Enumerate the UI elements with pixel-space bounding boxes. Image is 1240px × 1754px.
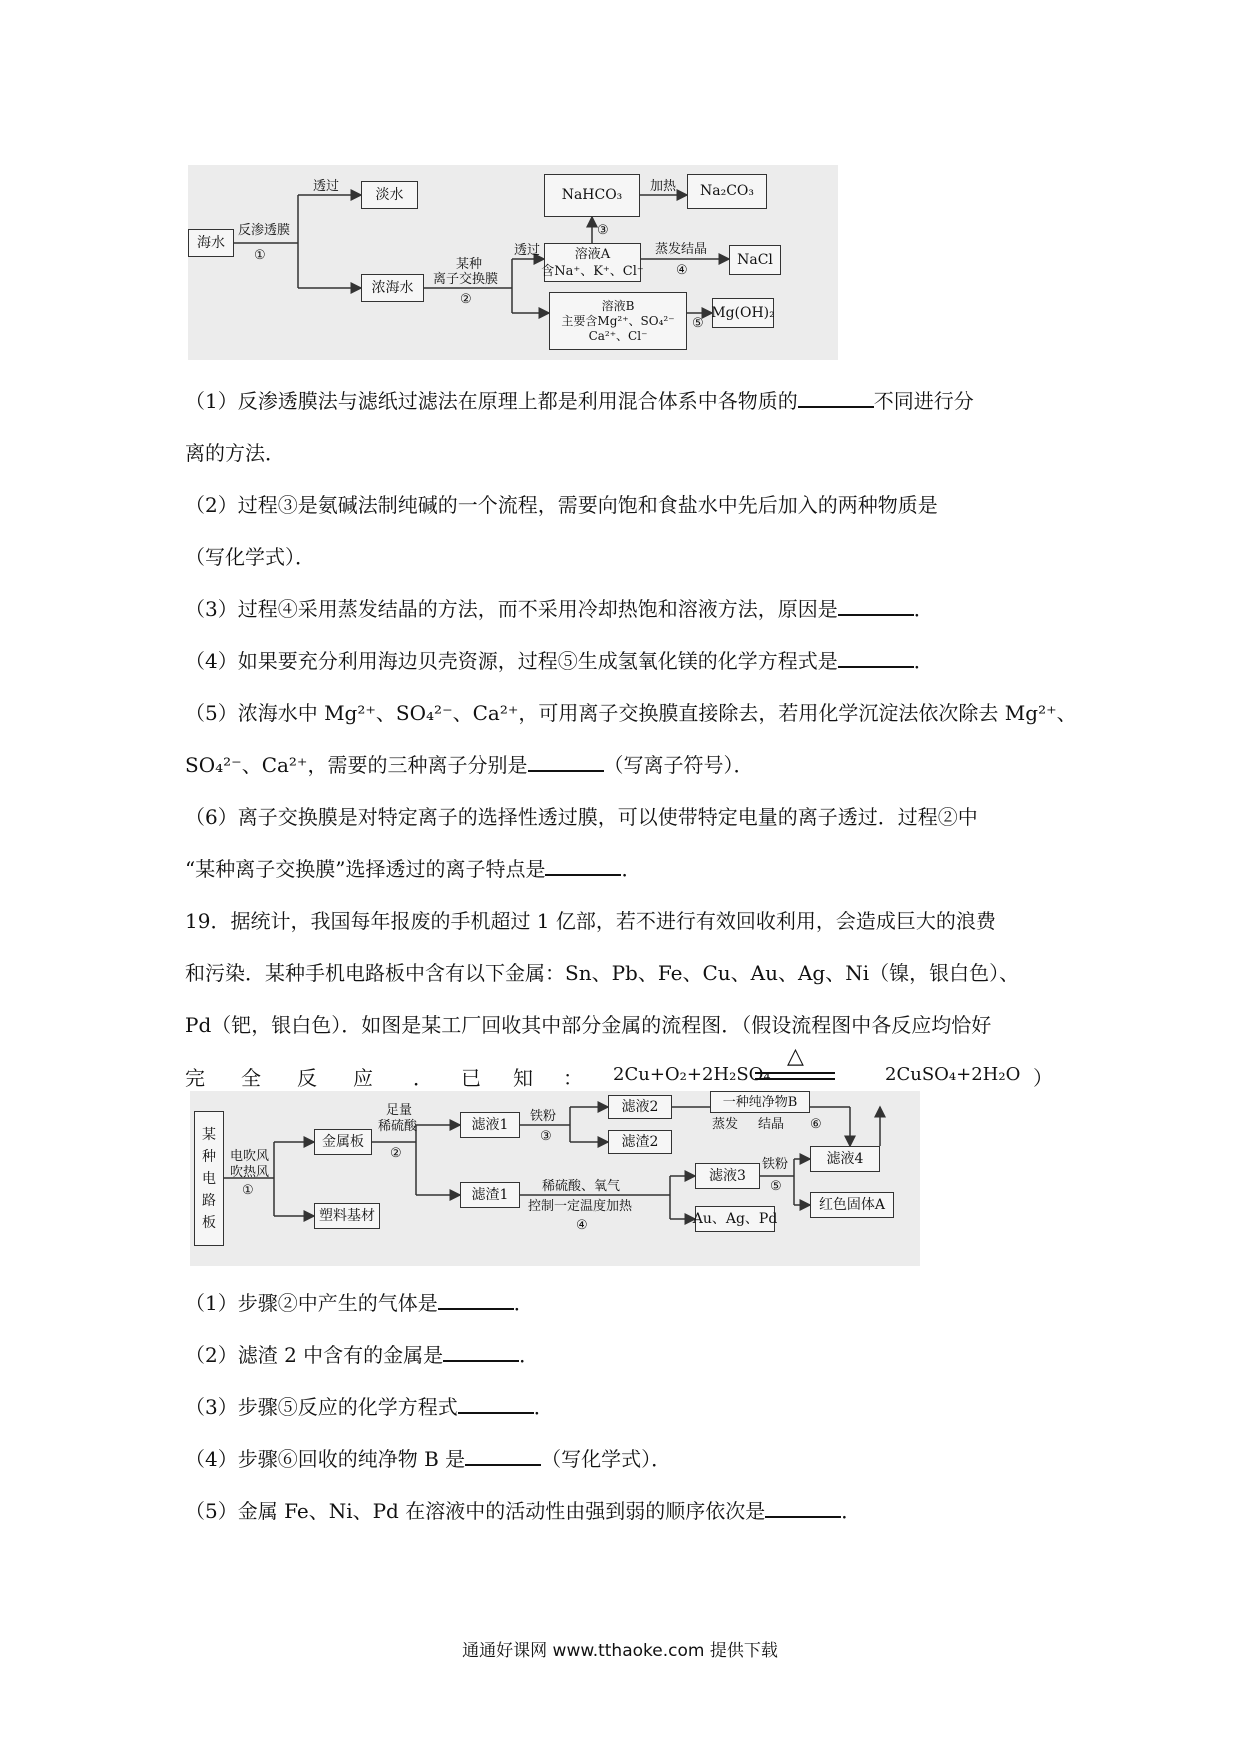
filtrate1-box: 滤液1 bbox=[460, 1112, 520, 1138]
answer-blank bbox=[438, 1288, 514, 1310]
evaporate-crystallize-label: 蒸发结晶 bbox=[655, 242, 708, 257]
pass-through-label-2: 透过 bbox=[514, 243, 541, 258]
step1-label: ① bbox=[242, 1183, 254, 1198]
q18-line-1: （1）反渗透膜法与滤纸过滤法在原理上都是利用混合体系中各物质的 不同进行分 bbox=[185, 386, 974, 416]
na2co3-box: Na₂CO₃ bbox=[687, 174, 767, 209]
answer-blank bbox=[458, 1392, 534, 1414]
solution-b-box: 溶液B 主要含Mg²⁺、SO₄²⁻ Ca²⁺、Cl⁻ bbox=[549, 292, 687, 350]
mgoh2-box: Mg(OH)₂ bbox=[712, 298, 774, 328]
red-solid-a-box: 红色固体A bbox=[810, 1192, 894, 1218]
q18-line-2: 离的方法． bbox=[185, 441, 285, 465]
q18-line-6: （4）如果要充分利用海边贝壳资源，过程⑤生成氢氧化镁的化学方程式是 ． bbox=[185, 646, 934, 676]
page-footer: 通通好课网 www.tthaoke.com 提供下载 bbox=[462, 1641, 778, 1661]
solution-a-box: 溶液A 含Na⁺、K⁺、Cl⁻ bbox=[544, 243, 641, 282]
delta-heat-sign: △ bbox=[787, 1044, 804, 1069]
step4-label: ④ bbox=[676, 263, 688, 278]
hairdryer-label-2: 吹热风 bbox=[230, 1165, 270, 1180]
answer-blank bbox=[838, 594, 914, 616]
reverse-osmosis-label: 反渗透膜 bbox=[238, 223, 291, 238]
step6-label: ⑥ bbox=[810, 1117, 822, 1132]
residue2-box: 滤渣2 bbox=[608, 1130, 672, 1154]
q19-sub-4: （4）步骤⑥回收的纯净物 B 是 （写化学式）． bbox=[185, 1444, 671, 1474]
answer-blank bbox=[443, 1340, 519, 1362]
q19-sub-5: （5）金属 Fe、Ni、Pd 在溶液中的活动性由强到弱的顺序依次是 ． bbox=[185, 1496, 861, 1526]
q18-line-3: （2）过程③是氨碱法制纯碱的一个流程，需要向饱和食盐水中先后加入的两种物质是 bbox=[185, 493, 938, 517]
dilute-sulfuric-acid-label: 稀硫酸 bbox=[378, 1119, 418, 1134]
q19-line-1: 19．据统计，我国每年报废的手机超过 1 亿部，若不进行有效回收利用，会造成巨大的浪费 bbox=[185, 909, 996, 933]
pure-substance-b-box: 一种纯净物B bbox=[710, 1091, 810, 1113]
ion-exchange-label-1: 某种 bbox=[456, 257, 483, 272]
equation-double-line bbox=[755, 1072, 835, 1080]
answer-blank bbox=[465, 1444, 541, 1466]
q18-line-5: （3）过程④采用蒸发结晶的方法，而不采用冷却热饱和溶液方法，原因是 ． bbox=[185, 594, 934, 624]
q18-line-7: （5）浓海水中 Mg²⁺、SO₄²⁻、Ca²⁺，可用离子交换膜直接除去，若用化学沉淀法依次除去 Mg²⁺、 bbox=[185, 701, 1077, 725]
answer-blank bbox=[545, 854, 621, 876]
answer-blank bbox=[528, 750, 604, 772]
step1-label: ① bbox=[254, 248, 266, 263]
step3-label: ③ bbox=[540, 1129, 552, 1144]
hairdryer-label-1: 电吹风 bbox=[230, 1149, 270, 1164]
equation-reactants: 2Cu+O₂+2H₂SO₄ bbox=[613, 1064, 771, 1085]
circuit-board-box: 某 种 电 路 板 bbox=[194, 1111, 224, 1246]
seawater-flow-diagram bbox=[188, 165, 838, 360]
ion-exchange-label-2: 离子交换膜 bbox=[433, 272, 499, 287]
filtrate4-box: 滤液4 bbox=[810, 1146, 880, 1172]
evaporate-label: 蒸发 bbox=[712, 1117, 739, 1132]
equation-products: 2CuSO₄+2H₂O bbox=[885, 1064, 1021, 1085]
metal-plate-box: 金属板 bbox=[314, 1129, 372, 1155]
nahco3-box: NaHCO₃ bbox=[544, 174, 640, 217]
sufficient-label: 足量 bbox=[386, 1103, 413, 1118]
q18-line-8: SO₄²⁻、Ca²⁺，需要的三种离子分别是 （写离子符号）． bbox=[185, 750, 754, 780]
au-ag-pd-box: Au、Ag、Pd bbox=[695, 1206, 775, 1232]
crystallize-label: 结晶 bbox=[758, 1117, 785, 1132]
q18-line-4: （写化学式）． bbox=[185, 545, 315, 569]
q19-sub-1: （1）步骤②中产生的气体是 ． bbox=[185, 1288, 534, 1318]
step5-label: ⑤ bbox=[692, 316, 704, 331]
step2-label: ② bbox=[390, 1146, 402, 1161]
answer-blank bbox=[798, 386, 874, 408]
iron-powder-label-2: 铁粉 bbox=[762, 1157, 789, 1172]
answer-blank bbox=[765, 1496, 841, 1518]
q19-sub-3: （3）步骤⑤反应的化学方程式 ． bbox=[185, 1392, 554, 1422]
filtrate2-box: 滤液2 bbox=[608, 1095, 672, 1119]
condition-label-2: 控制一定温度加热 bbox=[528, 1199, 633, 1214]
q19-line-3: Pd（钯，银白色）．如图是某工厂回收其中部分金属的流程图．（假设流程图中各反应均恰好 bbox=[185, 1013, 992, 1037]
pass-through-label-1: 透过 bbox=[313, 179, 340, 194]
answer-blank bbox=[838, 646, 914, 668]
residue1-box: 滤渣1 bbox=[460, 1182, 520, 1208]
seawater-box: 海水 bbox=[188, 229, 234, 257]
q18-line-9: （6）离子交换膜是对特定离子的选择性透过膜，可以使带特定电量的离子透过．过程②中 bbox=[185, 805, 978, 829]
q19-line-2: 和污染．某种手机电路板中含有以下金属：Sn、Pb、Fe、Cu、Au、Ag、Ni（镍，银白色）、 bbox=[185, 961, 1020, 985]
step4-label: ④ bbox=[576, 1218, 588, 1233]
q19-sub-2: （2）滤渣 2 中含有的金属是 ． bbox=[185, 1340, 539, 1370]
step5-label: ⑤ bbox=[770, 1179, 782, 1194]
plastic-substrate-box: 塑料基材 bbox=[314, 1203, 380, 1229]
iron-powder-label-1: 铁粉 bbox=[530, 1109, 557, 1124]
concentrated-seawater-box: 浓海水 bbox=[361, 274, 424, 302]
nacl-box: NaCl bbox=[729, 245, 781, 275]
filtrate3-box: 滤液3 bbox=[695, 1163, 760, 1189]
freshwater-box: 淡水 bbox=[361, 181, 418, 209]
known-equation-line: 完 全 反 应 ． 已 知 ： 2Cu+O₂+2H₂SO₄ △ 2CuSO₄+2H₂O ） bbox=[185, 1044, 1053, 1090]
heat-label: 加热 bbox=[650, 179, 677, 194]
step3-label: ③ bbox=[597, 223, 609, 238]
condition-label-1: 稀硫酸、氧气 bbox=[542, 1179, 621, 1194]
q18-line-10: “某种离子交换膜”选择透过的离子特点是 ． bbox=[185, 854, 641, 884]
metal-recycling-flow-diagram bbox=[190, 1091, 920, 1266]
step2-label: ② bbox=[460, 292, 472, 307]
